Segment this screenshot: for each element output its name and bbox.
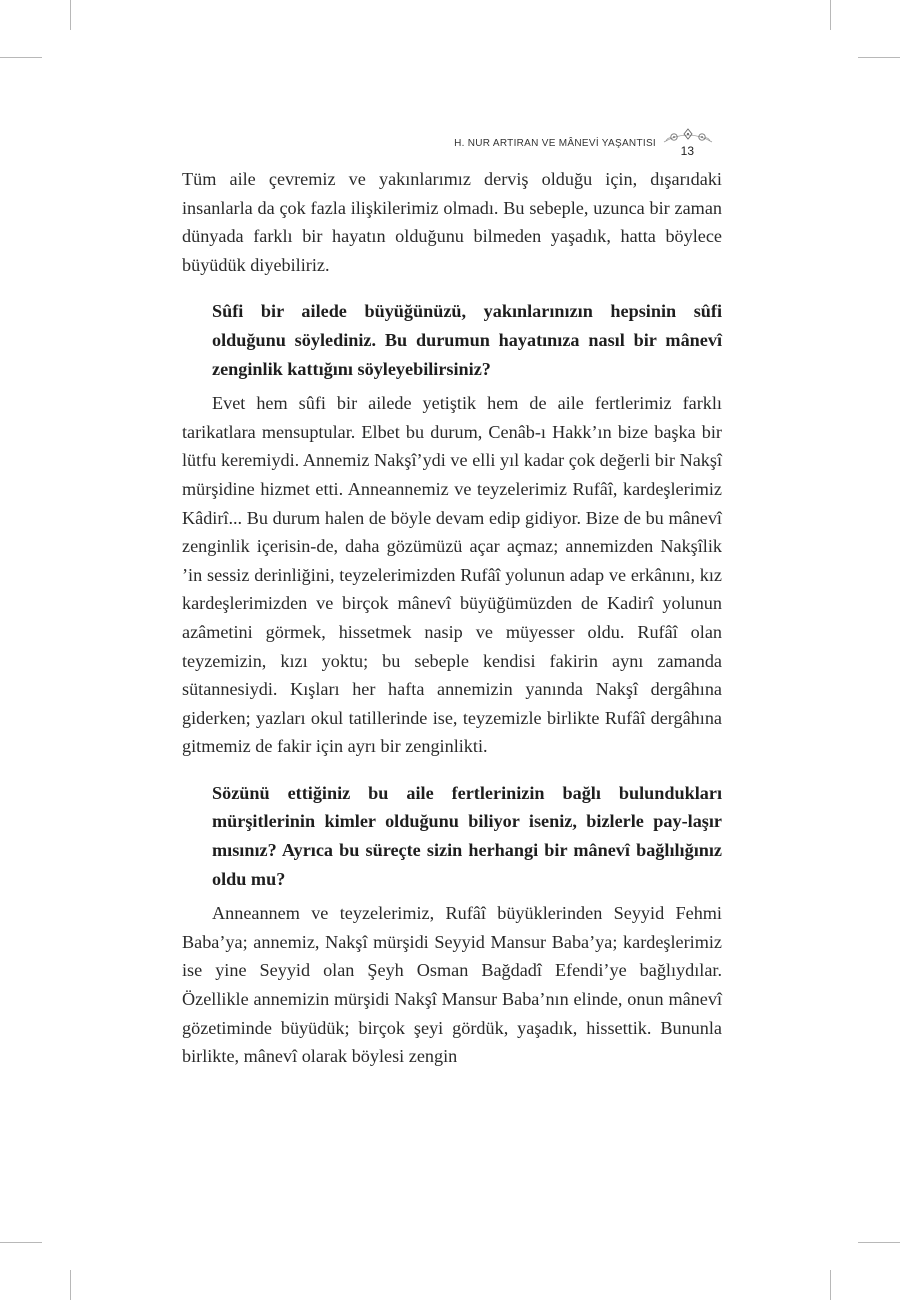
crop-mark-right-top <box>858 57 900 58</box>
paragraph-3: Anneannem ve teyzelerimiz, Rufâî büyüklerinden Seyyid Fehmi Baba’ya; annemiz, Nakşî mürşidi Seyyid Mansur Baba’ya; kardeşlerimiz ise yine Seyyid olan Şeyh Osman Bağdadî Efendi’ye bağlıydılar. Özellikle annemizin mürşidi Nakşî Mansur Baba’nın elinde, onun mânevî gözetiminde büyüdük; birçok şeyi gördük, yaşadık, hissettik. Bununla birlikte, mânevî olarak böylesi zengin <box>182 903 722 1067</box>
crop-mark-top-right <box>830 0 831 30</box>
question-1: Sûfi bir ailede büyüğünüzü, yakınlarınızın hepsinin sûfi olduğunu söylediniz. Bu durumun hayatınıza nasıl bir mânevî zenginlik kattığını söyleyebilirsiniz? <box>212 301 722 379</box>
crop-mark-left-top <box>0 57 42 58</box>
page-body <box>182 165 722 1071</box>
floral-ornament-icon <box>660 126 716 146</box>
crop-mark-right-bottom <box>858 1242 900 1243</box>
running-title: H. NUR ARTIRAN VE MÂNEVİ YAŞANTISI <box>454 138 656 149</box>
page-number: 13 <box>680 144 694 158</box>
paragraph-1: Tüm aile çevremiz ve yakınlarımız derviş olduğu için, dışarıdaki insanlarla da çok fazla ilişkilerimiz olmadı. Bu sebeple, uzunca bir zaman dünyada farklı bir hayatın olduğunu bilmeden yaşadık, hatta böylece büyüdük diyebiliriz. <box>182 169 722 275</box>
paragraph-2: Evet hem sûfi bir ailede yetiştik hem de aile fertlerimiz farklı tarikatlara mensuptular. Elbet bu durum, Cenâb-ı Hakk’ın bize başka bir lütfu keremiydi. Annemiz Nakşî’ydi ve elli yıl kadar çok değerli bir Nakşî mürşidine hizmet etti. Anneannemiz ve teyzelerimiz Rufâî, kardeşlerimiz Kâdirî... Bu durum halen de böyle devam edip gidiyor. Bize de bu mânevî zenginlik içerisin-de, daha gözümüzü açar açmaz; annemizden Nakşîlik ’in sessiz derinliğini, teyzelerimizden Rufâî yolunun adap ve erkânını, kız kardeşlerimizden ve birçok mânevî büyüğümüzden de Kadirî yolunun azâmetini görmek, hissetmek nasip ve müyesser oldu. Rufâî olan teyzemizin, kızı yoktu; bu sebeple kendisi fakirin aynı zamanda sütannesiydi. Kışları her hafta annemizin yanında Nakşî dergâhına giderken; yazları okul tatillerinde ise, teyzemizle birlikte Rufâî dergâhına gitmemiz de fakir için ayrı bir zenginlikti. <box>182 393 722 757</box>
question-2: Sözünü ettiğiniz bu aile fertlerinizin bağlı bulundukları mürşitlerinin kimler olduğunu biliyor iseniz, bizlerle pay-laşır mısınız? Ayrıca bu süreçte sizin herhangi bir mânevî bağlılığınız oldu mu? <box>212 782 722 889</box>
crop-mark-bottom-right <box>830 1270 831 1300</box>
crop-mark-top-left <box>70 0 71 30</box>
crop-mark-left-bottom <box>0 1242 42 1243</box>
crop-mark-bottom-left <box>70 1270 71 1300</box>
running-head <box>300 132 722 156</box>
